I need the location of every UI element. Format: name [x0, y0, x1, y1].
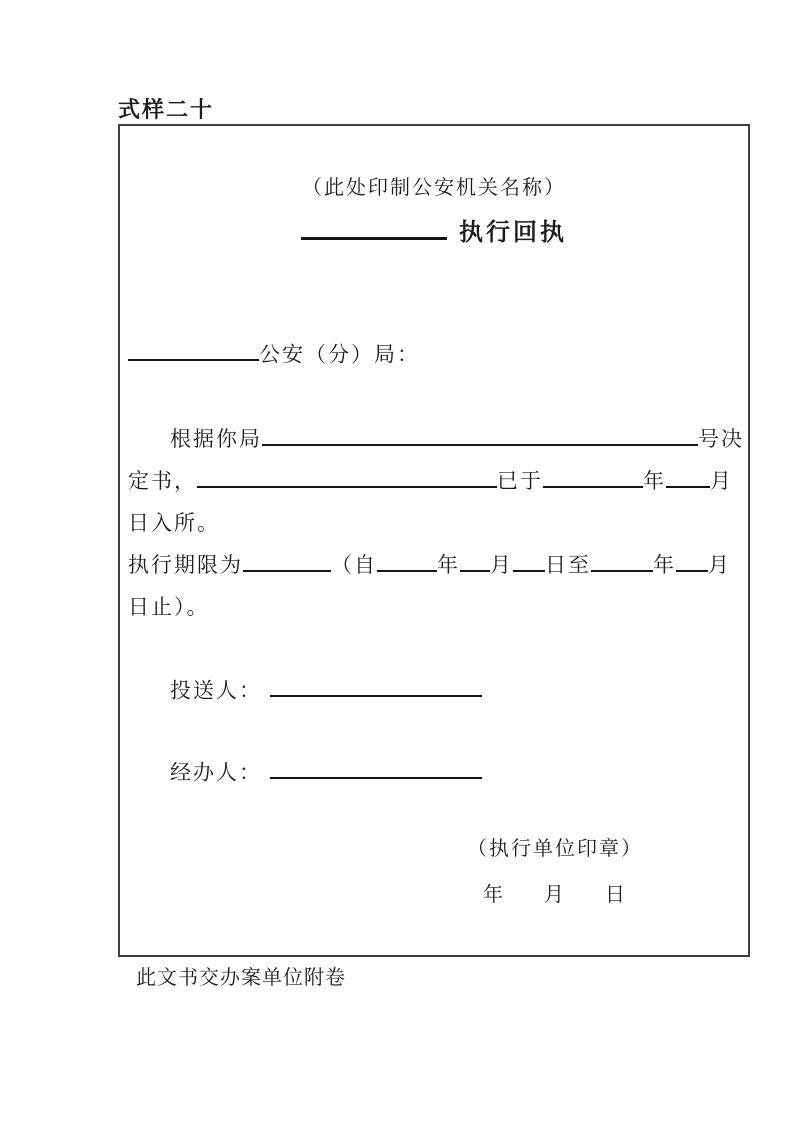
fill-in-blank [243, 549, 331, 572]
fill-in-blank [676, 549, 708, 572]
body-paragraph [128, 418, 744, 628]
body-line-4 [128, 544, 744, 586]
text-segment: 日入所。 [128, 511, 220, 535]
fill-in-blank [543, 465, 643, 488]
fill-in-blank [262, 423, 698, 446]
text-segment: （自 [331, 553, 377, 577]
fill-in-blank [128, 338, 259, 361]
fill-in-blank [460, 549, 490, 572]
text-segment: 年 [653, 553, 676, 577]
text-segment: 日至 [545, 553, 591, 577]
fill-in-blank [270, 756, 482, 779]
text-segment: 月 [708, 553, 731, 577]
body-line-2 [128, 460, 744, 502]
text-segment: 年 [437, 553, 460, 577]
handler-line [170, 756, 482, 786]
text-segment: 执行期限为 [128, 553, 243, 577]
text-segment: 定书， [128, 469, 197, 493]
form-title-line [120, 212, 748, 247]
text-segment: 公安（分）局： [259, 342, 420, 367]
text-segment: 月 [490, 553, 513, 577]
body-line-3 [128, 502, 744, 544]
form-title: 执行回执 [459, 219, 567, 246]
text-segment: 投送人： [170, 678, 262, 703]
text-segment: 根据你局 [170, 427, 262, 451]
fill-in-blank [666, 465, 710, 488]
fill-in-blank [270, 674, 482, 697]
text-segment: 号决 [698, 427, 744, 451]
form-border-box [118, 124, 750, 957]
fill-in-blank [377, 549, 437, 572]
text-segment: 年 [643, 469, 666, 493]
date-year-label: 年 [483, 884, 505, 906]
form-style-label: 式样二十 [118, 97, 215, 122]
date-line [420, 878, 690, 907]
text-segment: 经办人： [170, 760, 262, 785]
body-line-1 [128, 418, 744, 460]
org-name-placeholder: （此处印制公安机关名称） [302, 177, 566, 199]
body-line-5 [128, 586, 744, 628]
text-segment: 日止）。 [128, 595, 210, 619]
addressee-line [128, 338, 420, 368]
seal-and-date-block [420, 832, 690, 907]
fill-in-blank [591, 549, 653, 572]
fill-in-blank [197, 465, 497, 488]
fill-in-blank [513, 549, 545, 572]
seal-placeholder: （执行单位印章） [467, 838, 643, 860]
title-fill-in-blank [301, 220, 447, 240]
text-segment: 月 [710, 469, 733, 493]
filing-note: 此文书交办案单位附卷 [136, 967, 346, 989]
date-month-label: 月 [544, 884, 566, 906]
deliverer-line [170, 674, 482, 704]
date-day-label: 日 [605, 884, 627, 906]
text-segment: 已于 [497, 469, 543, 493]
